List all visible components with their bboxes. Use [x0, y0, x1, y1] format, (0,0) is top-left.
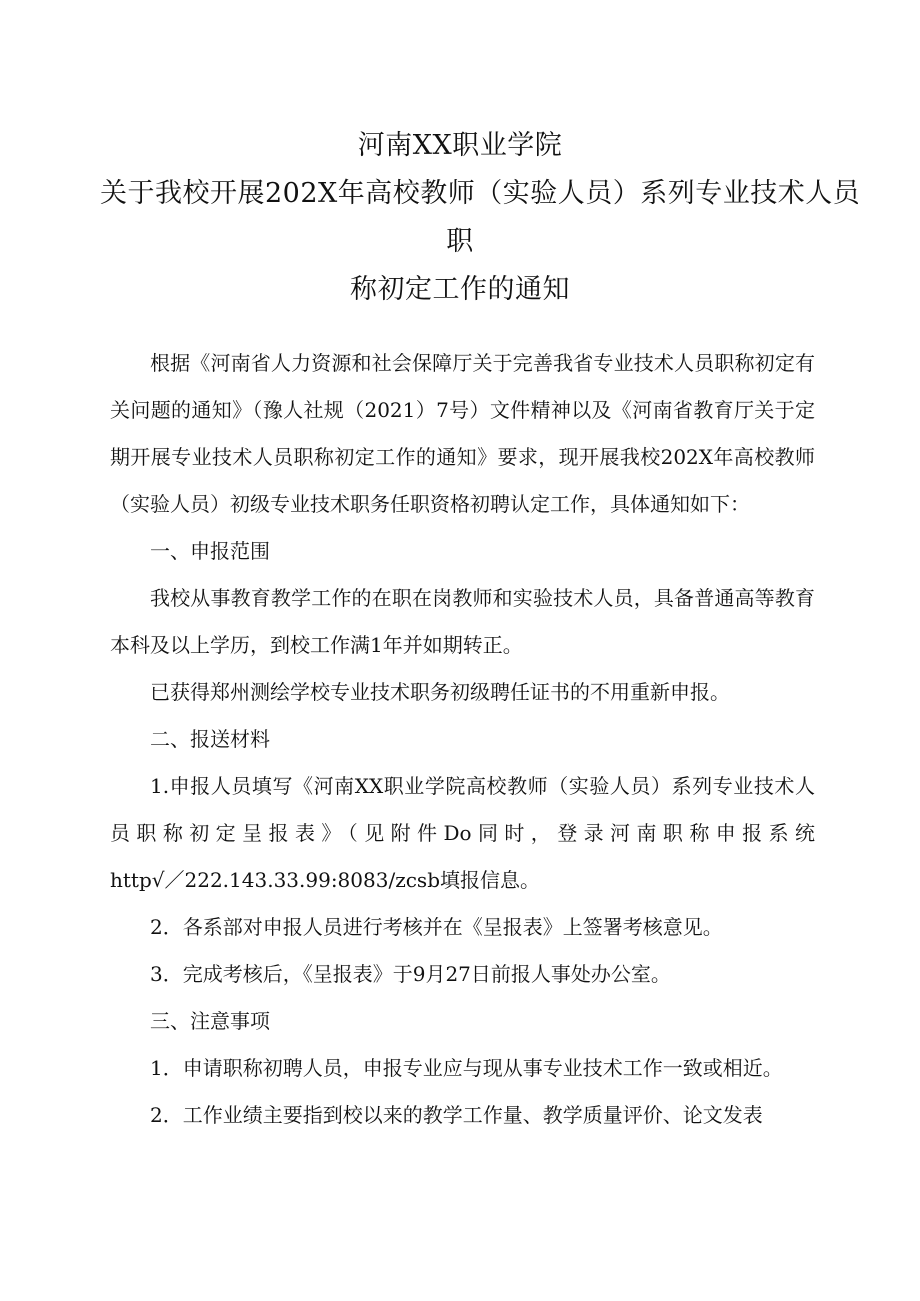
intro-paragraph: 根据《河南省人力资源和社会保障厅关于完善我省专业技术人员职称初定有关问题的通知》（豫人社规（2021）7号）文件精神以及《河南省教育厅关于定期开展专业技术人员职称初定工作的通知》要求，现开展我校202X年高校教师（实验人员）初级专业技术职务任职资格初聘认定工作，具体通知如下：: [110, 351, 815, 516]
materials-item-2: 2．各系部对申报人员进行考核并在《呈报表》上签署考核意见。: [150, 915, 723, 939]
materials-item-1-url: http√／222.143.33.99:8083/zcsb填报信息。: [110, 868, 540, 892]
title-line-end: 称初定工作的通知: [350, 274, 570, 305]
materials-item-3: 3．完成考核后，《呈报表》于9月27日前报人事处办公室。: [150, 962, 671, 986]
section-heading-materials: 二、报送材料: [150, 727, 270, 751]
notes-item-2: 2．工作业绩主要指到校以来的教学工作量、教学质量评价、论文发表: [150, 1103, 763, 1127]
scope-paragraph-2: 已获得郑州测绘学校专业技术职务初级聘任证书的不用重新申报。: [150, 680, 730, 704]
title-line-wrap: 职: [446, 226, 474, 257]
section-heading-scope: 一、申报范围: [150, 539, 270, 563]
notes-item-1: 1．申请职称初聘人员，申报专业应与现从事专业技术工作一致或相近。: [150, 1056, 783, 1080]
title-line-subject: 关于我校开展202X年高校教师（实验人员）系列专业技术人员: [100, 178, 861, 209]
scope-paragraph-1: 我校从事教育教学工作的在职在岗教师和实验技术人员，具备普通高等教育本科及以上学历，到校工作满1年并如期转正。: [110, 586, 815, 657]
document-title: [100, 122, 861, 314]
section-heading-notes: 三、注意事项: [150, 1009, 270, 1033]
title-line-school: 河南XX职业学院: [357, 130, 563, 161]
document-body: [110, 340, 815, 1139]
materials-item-1: 1.申报人员填写《河南XX职业学院高校教师（实验人员）系列专业技术人员职称初定呈报表》（见附件Do同时，登录河南职称申报系统: [110, 774, 815, 845]
